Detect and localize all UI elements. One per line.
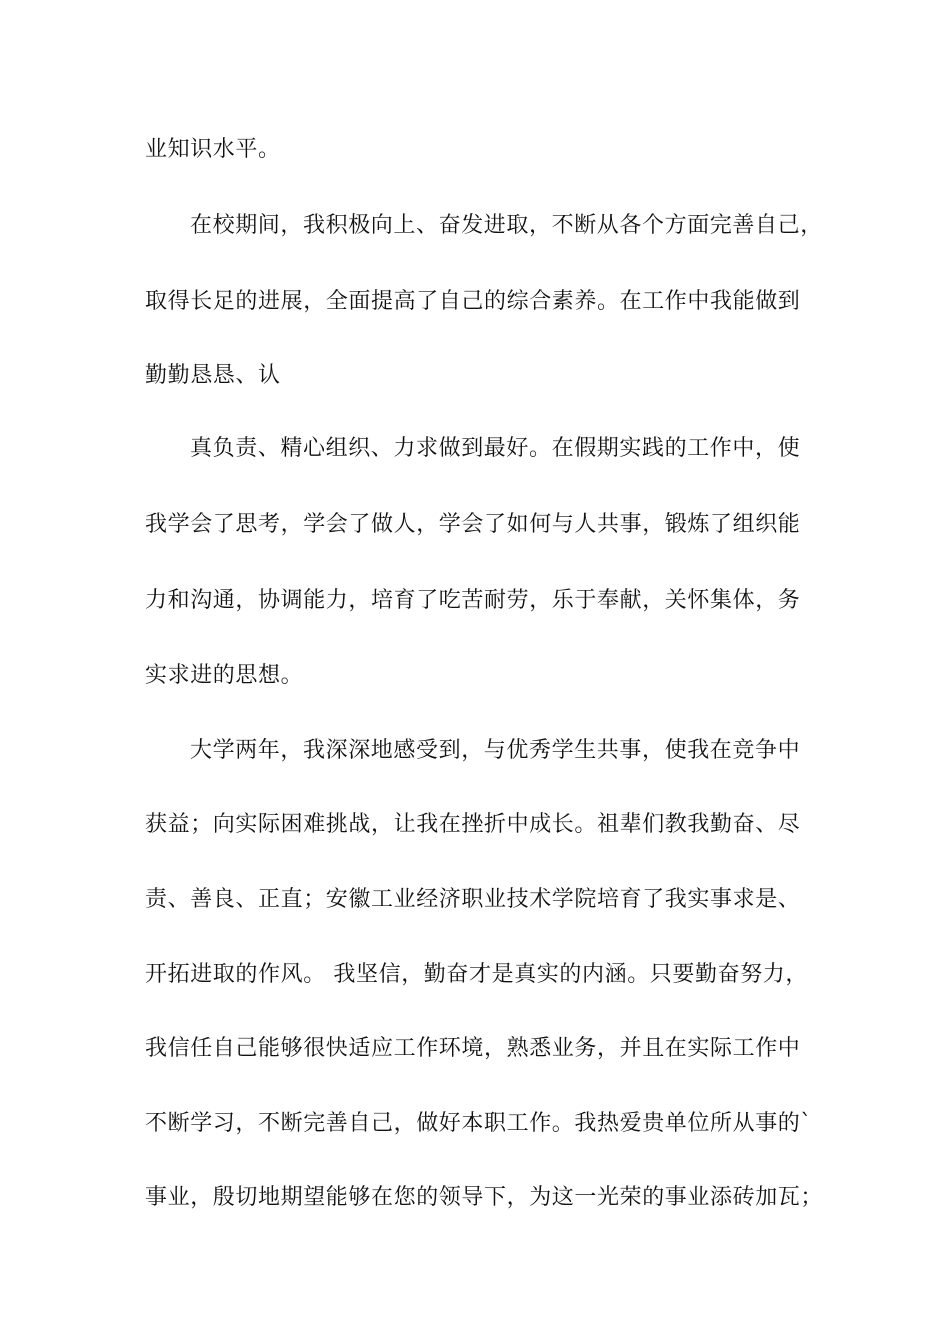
text-line-1: 业知识水平。	[145, 137, 281, 162]
text-line-5: 真负责、精心组织、力求做到最好。在假期实践的工作中，使	[190, 436, 801, 461]
text-line-3: 取得长足的进展，全面提高了自己的综合素养。在工作中我能做到	[145, 289, 801, 314]
text-line-14: 不断学习，不断完善自己，做好本职工作。我热爱贵单位所从事的`	[145, 1111, 813, 1136]
text-line-8: 实求进的思想。	[145, 663, 304, 688]
text-line-15: 事业，殷切地期望能够在您的领导下，为这一光荣的事业添砖加瓦；	[145, 1185, 824, 1210]
text-line-10: 获益；向实际困难挑战，让我在挫折中成长。祖辈们教我勤奋、尽	[145, 812, 801, 837]
text-line-9: 大学两年，我深深地感受到，与优秀学生共事，使我在竞争中	[190, 738, 801, 763]
text-line-4: 勤勤恳恳、认	[145, 363, 281, 388]
text-line-2: 在校期间，我积极向上、奋发进取，不断从各个方面完善自己，	[190, 213, 823, 238]
text-line-13: 我信任自己能够很快适应工作环境，熟悉业务，并且在实际工作中	[145, 1036, 801, 1061]
text-line-7: 力和沟通，协调能力，培育了吃苦耐劳，乐于奉献，关怀集体，务	[145, 588, 801, 613]
text-line-12: 开拓进取的作风。 我坚信，勤奋才是真实的内涵。只要勤奋努力，	[145, 962, 808, 987]
text-line-11: 责、善良、正直；安徽工业经济职业技术学院培育了我实事求是、	[145, 887, 801, 912]
text-line-6: 我学会了思考，学会了做人，学会了如何与人共事，锻炼了组织能	[145, 512, 801, 537]
